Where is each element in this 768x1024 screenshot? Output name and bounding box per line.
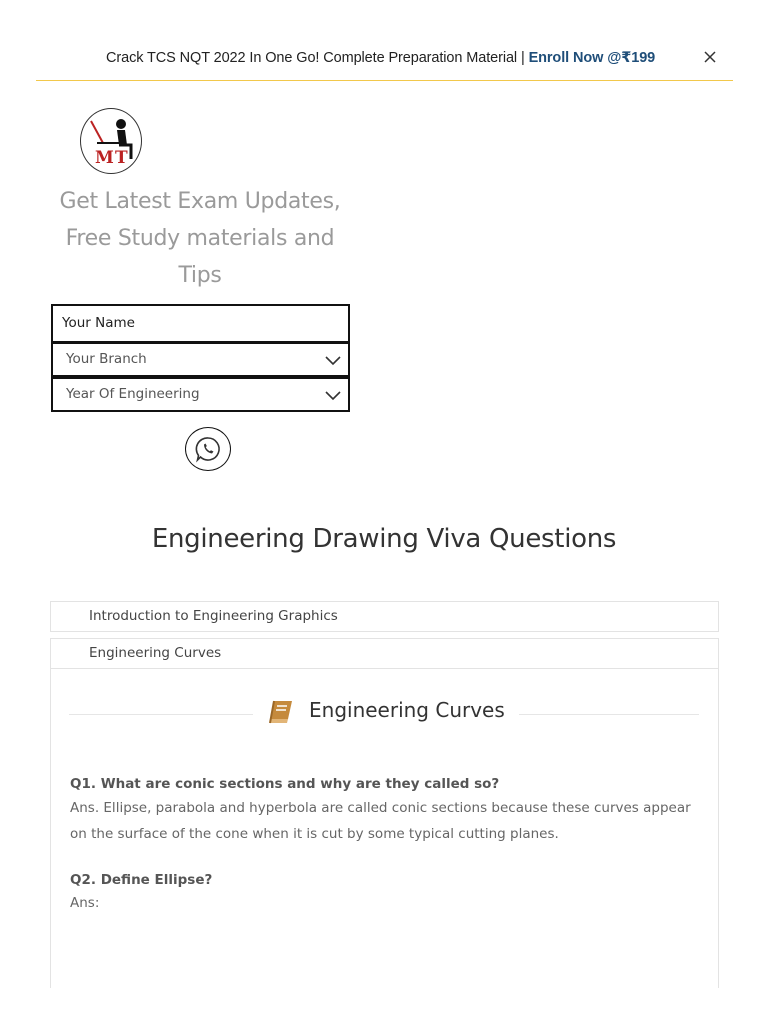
branch-select[interactable] [51, 342, 350, 377]
chevron-down-icon [324, 353, 342, 367]
svg-text:T: T [115, 148, 128, 168]
whatsapp-icon [194, 435, 222, 463]
close-icon[interactable] [701, 48, 719, 66]
year-select-value: Year Of Engineering [66, 386, 200, 402]
answer-text: Ans. Ellipse, parabola and hyperbola are called conic sections because these curves appear on the surface of the cone when it is cut by some typical cutting planes. [70, 800, 691, 842]
section-divider-right [519, 714, 699, 715]
accordion-item-label: Engineering Curves [89, 645, 222, 661]
qa-item [70, 776, 700, 847]
chevron-down-icon [324, 388, 342, 402]
answer-text: Ans: [70, 895, 100, 911]
qa-item [70, 872, 700, 916]
banner-text [106, 50, 655, 66]
question-text: Q1. What are conic sections and why are they called so? [70, 776, 500, 792]
name-input[interactable]: Your Name [51, 304, 350, 343]
accordion-item-introduction[interactable] [50, 601, 719, 632]
section-heading: Engineering Curves [309, 698, 505, 722]
accordion-panel [50, 668, 719, 988]
branch-select-value: Your Branch [66, 351, 147, 367]
year-select[interactable] [51, 377, 350, 412]
section-divider-left [69, 714, 253, 715]
promo-banner [36, 38, 733, 81]
book-icon [267, 699, 295, 725]
whatsapp-button[interactable] [185, 427, 231, 471]
page-title: Engineering Drawing Viva Questions [151, 524, 617, 554]
promo-title: Get Latest Exam Updates, Free Study materials and Tips [59, 189, 341, 288]
site-logo[interactable] [80, 108, 142, 174]
banner-message: Crack TCS NQT 2022 In One Go! Complete Preparation Material | [106, 50, 529, 66]
svg-text:M: M [95, 148, 114, 168]
enroll-link[interactable]: Enroll Now @₹199 [528, 50, 656, 66]
accordion-item-engineering-curves[interactable] [50, 638, 719, 669]
question-text: Q2. Define Ellipse? [70, 872, 213, 888]
accordion-item-label: Introduction to Engineering Graphics [89, 608, 338, 624]
